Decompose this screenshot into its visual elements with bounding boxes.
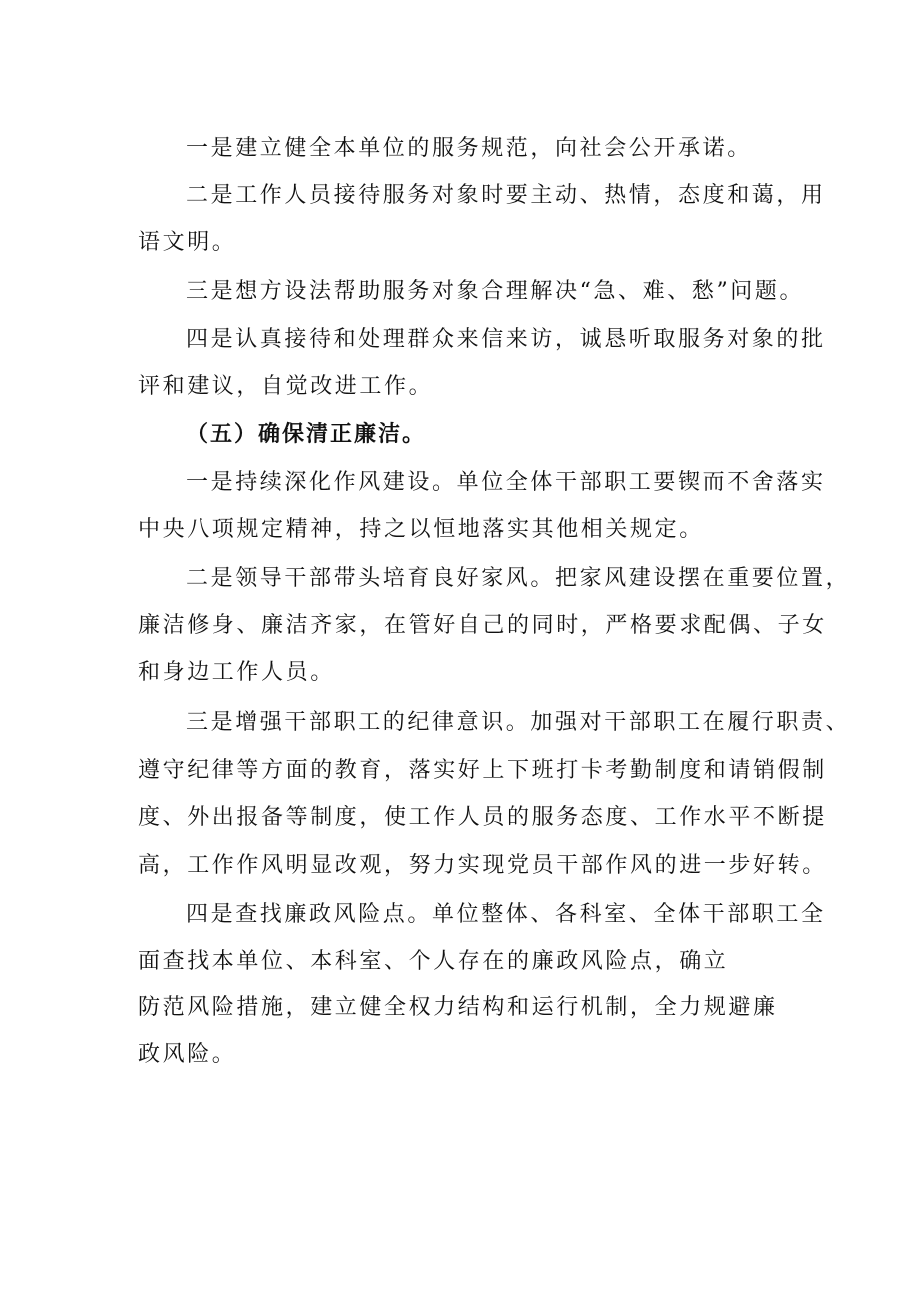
paragraph-line: 评和建议，自觉改进工作。: [138, 374, 434, 399]
paragraph-line: 面查找本单位、本科室、个人存在的廉政风险点，确立: [138, 949, 729, 974]
paragraph-line: 度、外出报备等制度，使工作人员的服务态度、工作水平不断提: [138, 805, 827, 830]
paragraph-line: 防范风险措施，建立健全权力结构和运行机制，全力规避廉: [138, 995, 778, 1020]
paragraph-line: 语文明。: [138, 230, 237, 255]
paragraph-line: 和身边工作人员。: [138, 660, 335, 685]
paragraph-line: 政风险。: [138, 1042, 237, 1067]
section-heading: （五）确保清正廉洁。: [186, 422, 427, 447]
paragraph-line: 三是想方设法帮助服务对象合理解决“急、难、愁”问题。: [186, 279, 805, 304]
paragraph-line: 中央八项规定精神，持之以恒地落实其他相关规定。: [138, 517, 704, 542]
paragraph-line: 二是领导干部带头培育良好家风。把家风建设摆在重要位置，: [186, 566, 851, 591]
paragraph-line: 遵守纪律等方面的教育，落实好上下班打卡考勤制度和请销假制: [138, 758, 827, 783]
paragraph-line: 廉洁修身、廉洁齐家，在管好自己的同时，严格要求配偶、子女: [138, 613, 827, 638]
paragraph-line: 一是建立健全本单位的服务规范，向社会公开承诺。: [186, 136, 752, 161]
paragraph-line: 四是认真接待和处理群众来信来访，诚恳听取服务对象的批: [186, 327, 826, 352]
paragraph-line: 二是工作人员接待服务对象时要主动、热情，态度和蔼，用: [186, 183, 826, 208]
paragraph-line: 三是增强干部职工的纪律意识。加强对干部职工在履行职责、: [186, 710, 851, 735]
paragraph-line: 一是持续深化作风建设。单位全体干部职工要锲而不舍落实: [186, 470, 826, 495]
paragraph-line: 高，工作作风明显改观，努力实现党员干部作风的进一步好转。: [138, 853, 827, 878]
paragraph-line: 四是查找廉政风险点。单位整体、各科室、全体干部职工全: [186, 902, 826, 927]
